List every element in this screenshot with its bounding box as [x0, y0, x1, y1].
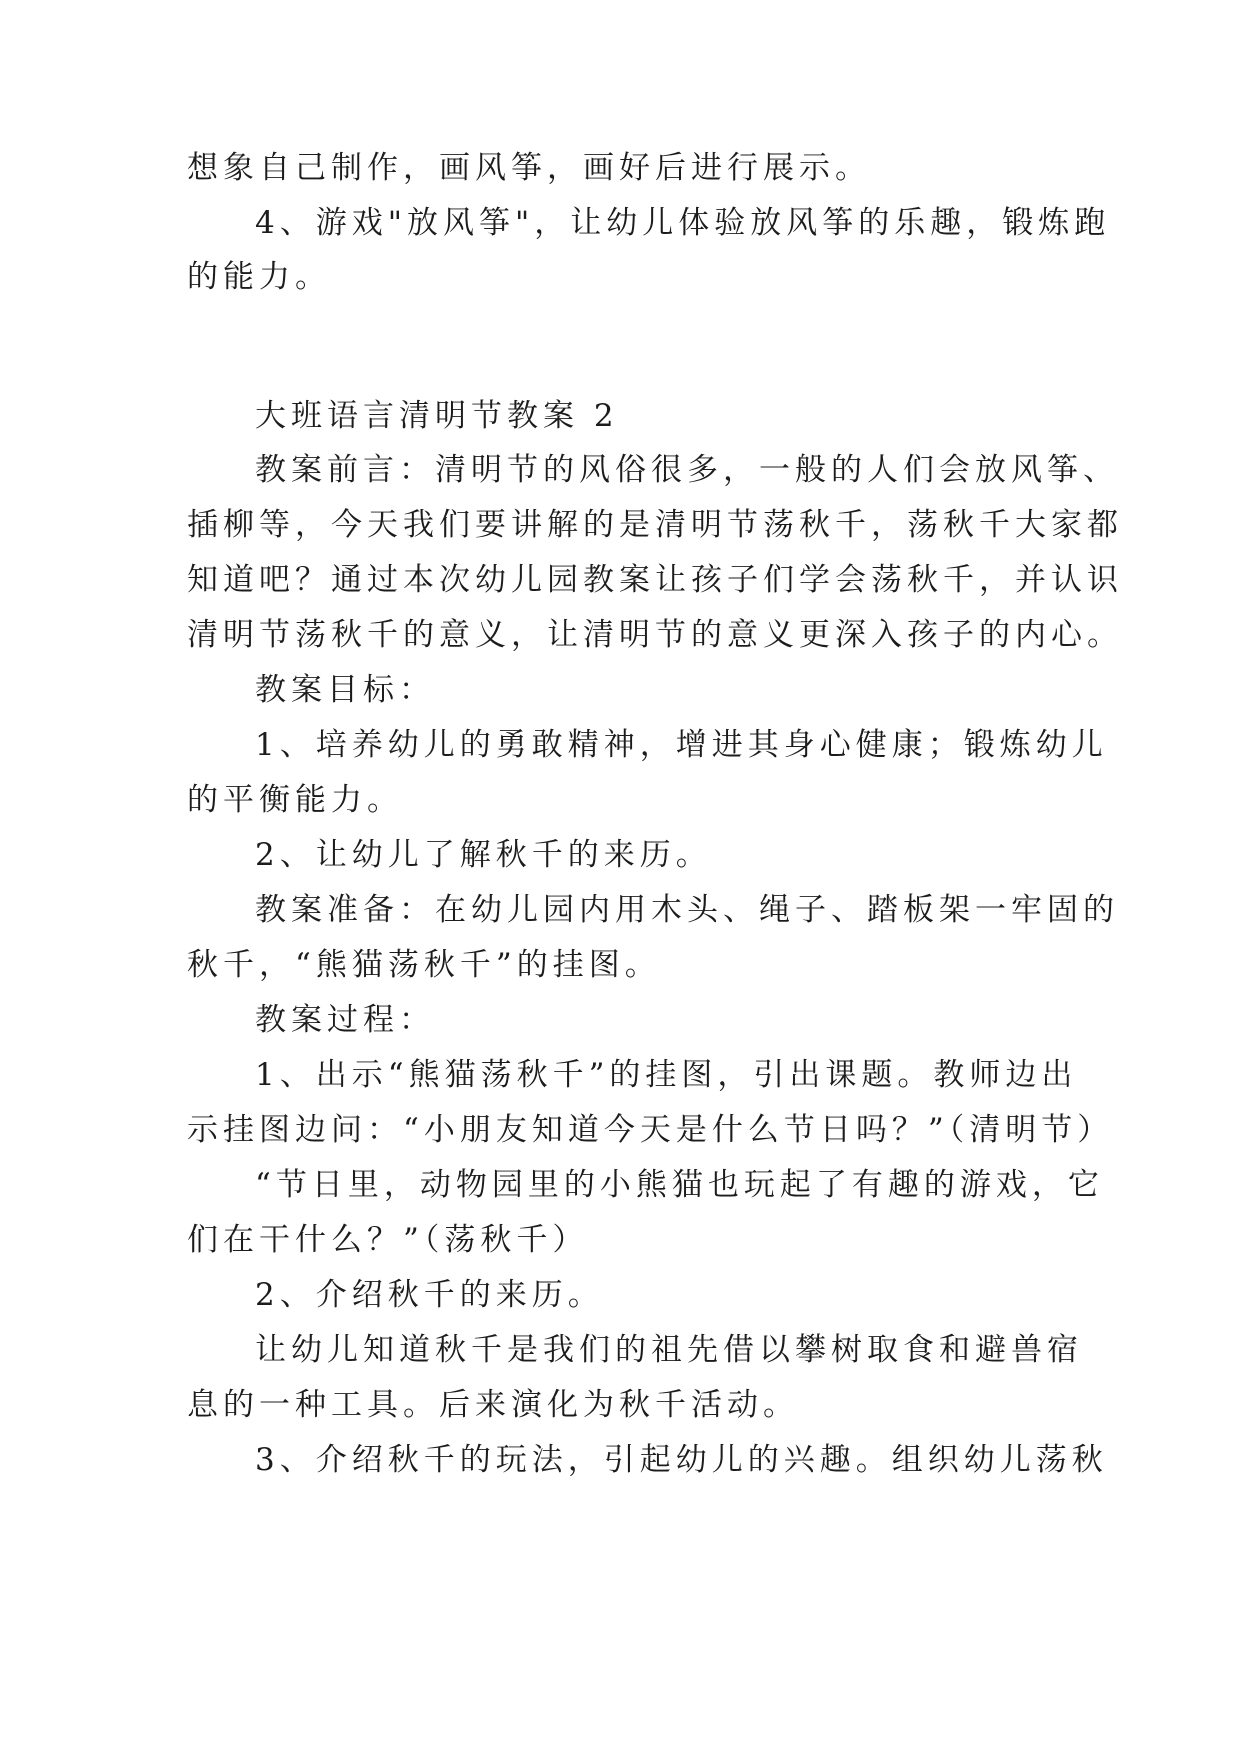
text-line: 们在干什么？”（荡秋千） [187, 1222, 589, 1258]
text-line: 3、介绍秋千的玩法，引起幼儿的兴趣。组织幼儿荡秋 [255, 1442, 1108, 1478]
text-line: 知道吧？通过本次幼儿园教案让孩子们学会荡秋千，并认识 [187, 562, 1123, 598]
subheading: 教案过程： [255, 1002, 435, 1038]
text-line: 1、培养幼儿的勇敢精神，增进其身心健康；锻炼幼儿 [255, 727, 1108, 763]
text-line: 的能力。 [187, 259, 331, 295]
text-line: 清明节荡秋千的意义，让清明节的意义更深入孩子的内心。 [187, 617, 1123, 653]
text-line: 息的一种工具。后来演化为秋千活动。 [187, 1387, 799, 1423]
text-line: 教案前言：清明节的风俗很多，一般的人们会放风筝、 [255, 452, 1119, 488]
text-line: 示挂图边问：“小朋友知道今天是什么节日吗？”（清明节） [187, 1112, 1114, 1148]
subheading: 教案目标： [255, 672, 435, 708]
text-line: 4、游戏"放风筝"，让幼儿体验放风筝的乐趣，锻炼跑 [255, 205, 1111, 241]
text-line: 想象自己制作，画风筝，画好后进行展示。 [187, 150, 871, 186]
text-line: 秋千，“熊猫荡秋千”的挂图。 [187, 947, 661, 983]
text-line: 教案准备：在幼儿园内用木头、绳子、踏板架一牢固的 [255, 892, 1119, 928]
text-line: 插柳等，今天我们要讲解的是清明节荡秋千，荡秋千大家都 [187, 507, 1123, 543]
text-line: 2、介绍秋千的来历。 [255, 1277, 604, 1313]
text-line: 1、出示“熊猫荡秋千”的挂图，引出课题。教师边出 [255, 1057, 1078, 1093]
section-heading: 大班语言清明节教案 2 [255, 398, 619, 434]
text-line: 2、让幼儿了解秋千的来历。 [255, 837, 712, 873]
text-line: 的平衡能力。 [187, 782, 403, 818]
text-line: 让幼儿知道秋千是我们的祖先借以攀树取食和避兽宿 [255, 1332, 1083, 1368]
text-line: “节日里，动物园里的小熊猫也玩起了有趣的游戏，它 [255, 1167, 1104, 1203]
